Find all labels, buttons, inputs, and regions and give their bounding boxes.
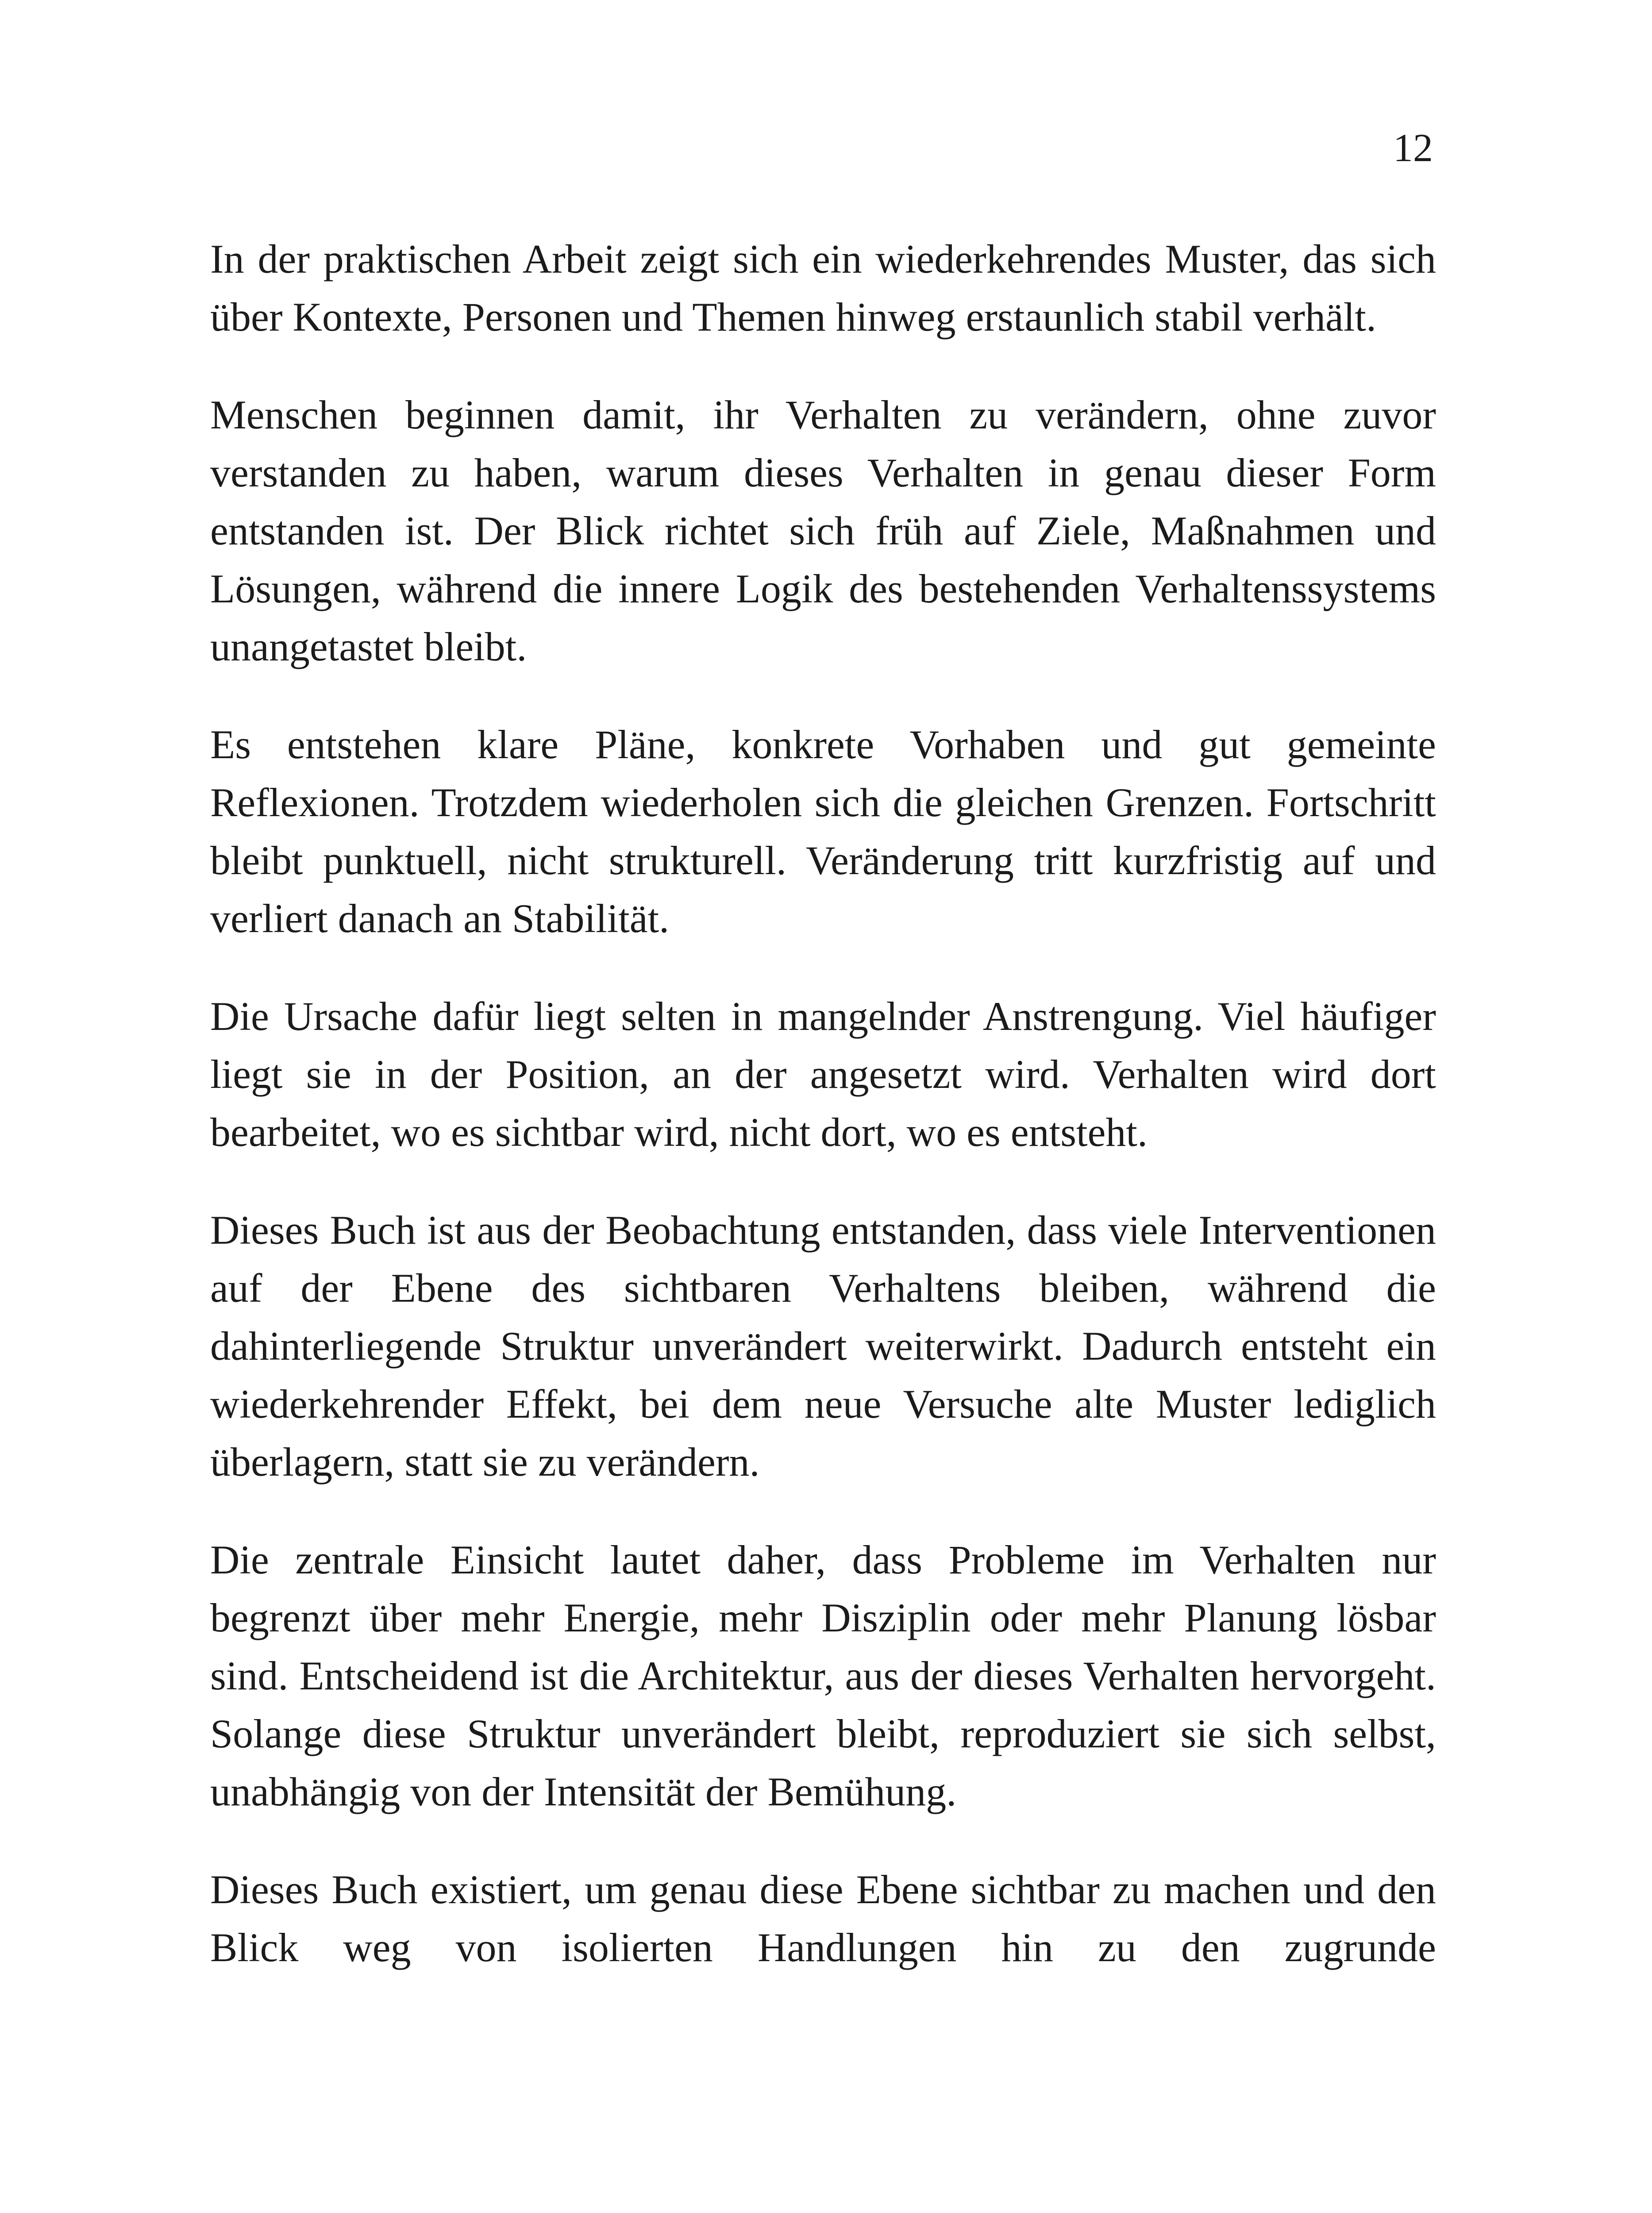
page-number: 12 — [1393, 126, 1433, 170]
paragraph-4: Die Ursache dafür liegt selten in mangelnder Anstrengung. Viel häufiger liegt sie in der Position, an der angesetzt wird. Verhalten wird dort bearbeitet, wo es sichtbar wird, nicht dort, wo es entsteht. — [210, 994, 1436, 1155]
paragraph-6: Die zentrale Einsicht lautet daher, dass Probleme im Verhalten nur begrenzt über mehr Energie, mehr Disziplin oder mehr Planung lösbar sind. Entscheidend ist die Architektur, aus der dieses Verhalten hervorgeht. Solange diese Struktur unverändert bleibt, reproduziert sie sich selbst, unabhängig von der Intensität der Bemühung. — [210, 1537, 1436, 1814]
paragraph-2: Menschen beginnen damit, ihr Verhalten zu verändern, ohne zuvor verstanden zu haben, warum dieses Verhalten in genau dieser Form entstanden ist. Der Blick richtet sich früh auf Ziele, Maßnahmen und Lösungen, während die innere Logik des bestehenden Verhaltenssystems unangetastet bleibt. — [210, 392, 1436, 669]
paragraph-1: In der praktischen Arbeit zeigt sich ein wiederkehrendes Muster, das sich über Kontexte, Personen und Themen hinweg erstaunlich stabil verhält. — [210, 236, 1436, 339]
body-text — [210, 230, 1436, 2016]
paragraph-3: Es entstehen klare Pläne, konkrete Vorhaben und gut gemeinte Reflexionen. Trotzdem wiederholen sich die gleichen Grenzen. Fortschritt bleibt punktuell, nicht strukturell. Veränderung tritt kurzfristig auf und verliert danach an Stabilität. — [210, 722, 1436, 941]
paragraph-7: Dieses Buch existiert, um genau diese Ebene sichtbar zu machen und den Blick weg von isolierten Handlungen hin zu den zugrunde — [210, 1867, 1436, 1970]
paragraph-5: Dieses Buch ist aus der Beobachtung entstanden, dass viele Interventionen auf der Ebene des sichtbaren Verhaltens bleiben, während die dahinterliegende Struktur unverändert weiterwirkt. Dadurch entsteht ein wiederkehrender Effekt, bei dem neue Versuche alte Muster lediglich überlagern, statt sie zu verändern. — [210, 1207, 1436, 1484]
